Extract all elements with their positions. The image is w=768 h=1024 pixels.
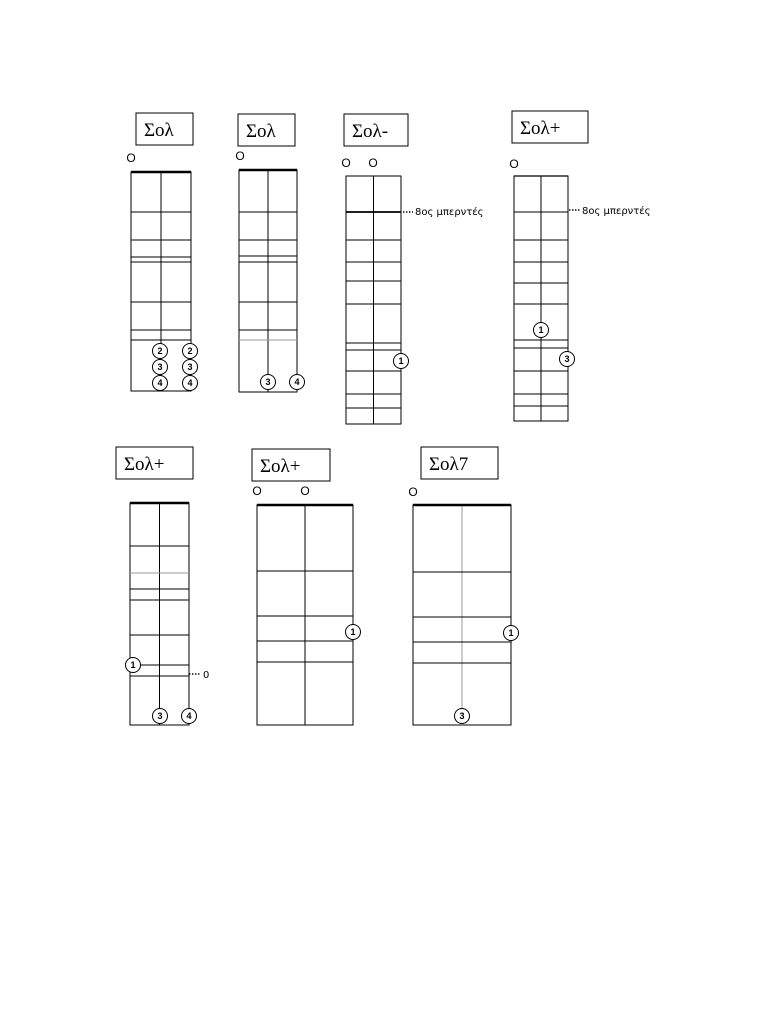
finger-marker <box>346 625 361 640</box>
finger-marker <box>504 626 519 641</box>
chord-diagram <box>116 447 209 725</box>
finger-marker <box>153 344 168 359</box>
finger-number: 4 <box>157 378 163 389</box>
finger-number: 1 <box>508 628 514 639</box>
open-string-marker: O <box>509 157 519 171</box>
finger-marker <box>126 658 141 673</box>
finger-marker <box>153 709 168 724</box>
fret-note: 0 <box>203 670 210 681</box>
chord-title: Σολ- <box>352 121 389 142</box>
finger-marker <box>394 354 409 369</box>
fretboard <box>239 170 300 392</box>
finger-number: 4 <box>187 378 193 389</box>
open-string-marker: O <box>252 484 262 498</box>
chord-diagram <box>509 111 650 421</box>
finger-number: 1 <box>398 356 404 367</box>
chord-diagram <box>341 114 483 424</box>
finger-number: 3 <box>459 711 465 722</box>
finger-number: 3 <box>187 362 193 373</box>
open-string-marker: O <box>408 485 418 499</box>
chord-title: Σολ7 <box>429 454 469 475</box>
finger-marker <box>183 360 198 375</box>
finger-number: 2 <box>187 346 193 357</box>
chord-title: Σολ <box>144 120 174 141</box>
finger-number: 3 <box>265 377 271 388</box>
finger-number: 2 <box>157 346 163 357</box>
fret-note: 8ος μπερντές <box>415 207 484 218</box>
finger-marker <box>183 344 198 359</box>
chord-title: Σολ+ <box>124 454 165 475</box>
finger-marker <box>182 709 197 724</box>
open-string-marker: O <box>341 156 351 170</box>
fret-note: 8ος μπερντές <box>582 206 651 217</box>
open-string-marker: O <box>368 156 378 170</box>
chord-title: Σολ <box>246 121 276 142</box>
finger-marker <box>183 376 198 391</box>
finger-number: 3 <box>157 711 163 722</box>
chord-diagram <box>235 114 304 392</box>
finger-number: 4 <box>294 377 300 388</box>
finger-marker <box>290 375 305 390</box>
finger-marker <box>455 709 470 724</box>
chord-diagram <box>126 113 197 391</box>
fretboard <box>514 176 568 421</box>
open-string-marker: O <box>235 149 245 163</box>
finger-marker <box>534 323 549 338</box>
finger-number: 3 <box>157 362 163 373</box>
fretboard <box>413 505 514 725</box>
chord-diagram <box>408 447 518 725</box>
finger-number: 1 <box>538 325 544 336</box>
finger-marker <box>560 352 575 367</box>
finger-marker <box>153 376 168 391</box>
finger-number: 3 <box>564 354 570 365</box>
finger-marker <box>153 360 168 375</box>
fretboard <box>346 176 404 424</box>
finger-number: 1 <box>130 660 136 671</box>
fretboard <box>257 505 356 725</box>
finger-number: 1 <box>350 627 356 638</box>
finger-marker <box>261 375 276 390</box>
fretboard <box>130 503 192 725</box>
chord-diagram <box>252 449 361 725</box>
open-string-marker: O <box>300 484 310 498</box>
finger-number: 4 <box>186 711 192 722</box>
open-string-marker: O <box>126 151 136 165</box>
chord-title: Σολ+ <box>520 118 561 139</box>
chord-title: Σολ+ <box>260 456 301 477</box>
